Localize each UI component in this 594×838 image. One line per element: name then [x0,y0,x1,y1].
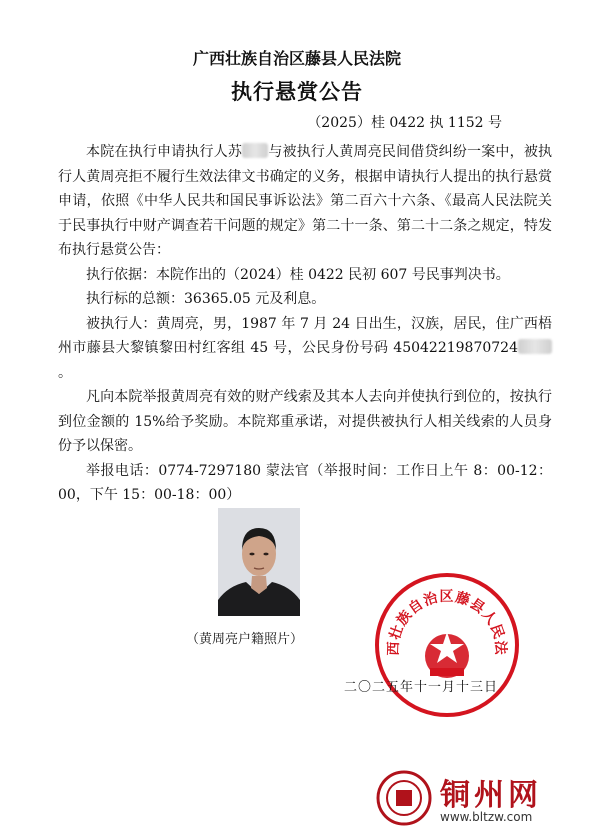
site-name: 铜州网 [440,778,542,813]
paragraph-reward: 凡向本院举报黄周亮有效的财产线索及其本人去向并使执行到位的，按执行到位金额的 15%给予奖励。本院郑重承诺，对提供被执行人相关线索的人员身份予以保密。 [58,389,552,454]
debtor-photo [218,508,300,616]
redacted-name [242,143,268,158]
debtor-text-end: 。 [58,364,72,381]
court-name: 广西壮族自治区藤县人民法院 [192,49,401,68]
debtor-text: 被执行人：黄周亮，男，1987 年 7 月 24 日出生，汉族，居民，住广西梧州市藤县大黎镇黎田村红客组 45 号，公民身份号码 45042219870724 [58,315,552,356]
announcement-body [58,140,552,508]
court-seal [372,570,522,720]
issue-date: 二〇二五年十一月十三日 [344,680,499,695]
seal-text: 西壮族自治区藤县人民法 [385,589,509,656]
site-watermark [376,766,586,832]
paragraph-basis: 执行依据：本院作出的（2024）桂 0422 民初 607 号民事判决书。 [86,266,510,283]
intro-text-a: 本院在执行申请执行人苏 [86,144,243,160]
paragraph-intro [58,140,552,263]
intro-text-b: 与被执行人黄周亮民间借贷纠纷一案中，被执行人黄周亮拒不履行生效法律文书确定的义务，根据申请执行人提出的执行悬赏申请，依照《中华人民共和国民事诉讼法》第二百六十六条、《最高人民法院关于民事执行中财产调查若干问题的规定》第二十一条、第二十二条之规定，特发布执行悬赏公告： [58,144,553,258]
redacted-id-digits [518,339,552,354]
paragraph-amount: 执行标的总额：36365.05 元及利息。 [86,291,326,307]
paragraph-contact: 举报电话：0774-7297180 蒙法官（举报时间：工作日上午 8：00-12：00，下午 15：00-18：00） [58,462,552,503]
page-title: 执行悬赏公告 [231,80,363,104]
site-logo-icon [376,770,432,826]
case-number: （2025）桂 0422 执 1152 号 [307,115,502,131]
photo-caption: （黄周亮户籍照片） [186,632,304,647]
paragraph-debtor [58,312,552,386]
site-url: www.bltzw.com [440,810,533,824]
